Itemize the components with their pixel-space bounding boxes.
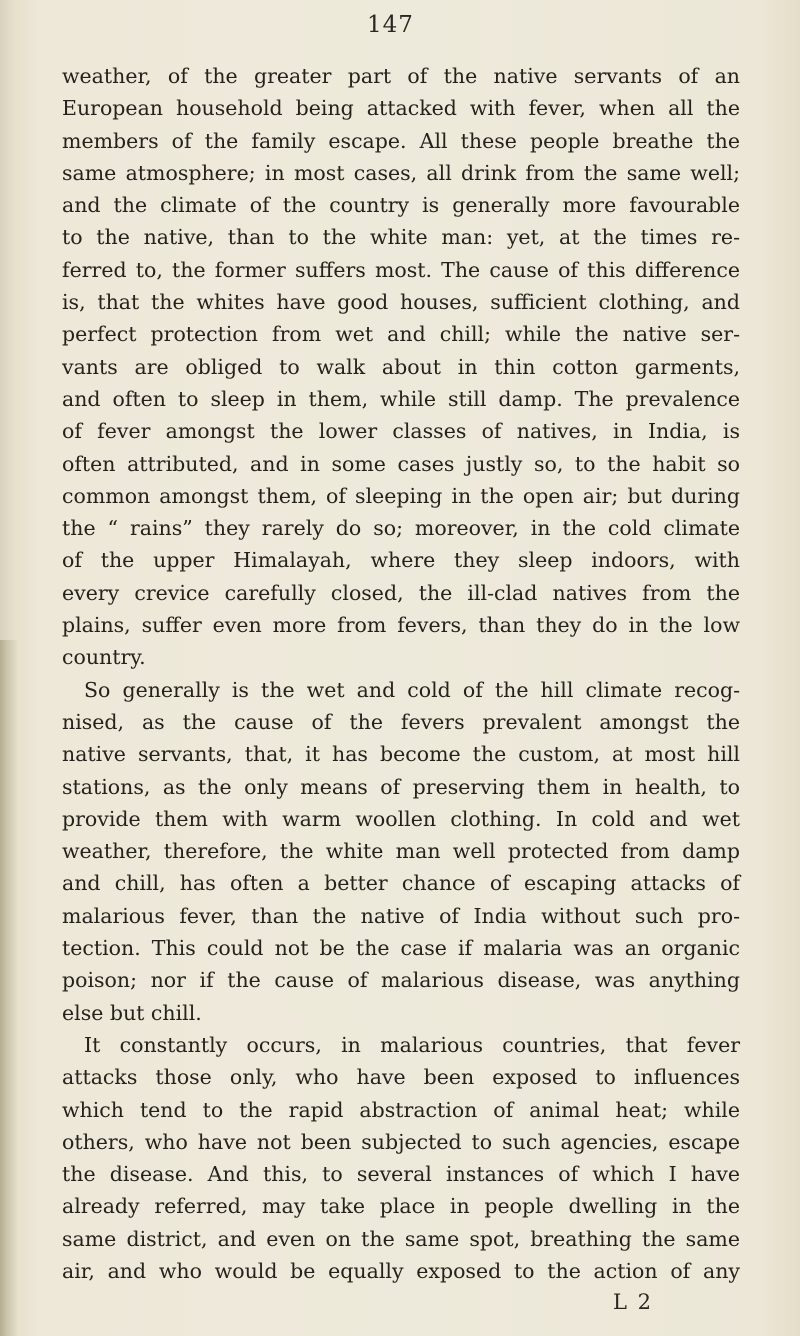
text-line: weather, of the greater part of the native servants of an	[62, 64, 740, 88]
text-line: weather, therefore, the white man well protected from damp	[62, 839, 740, 864]
text-line: tection. This could not be the case if malaria was an organic	[62, 936, 740, 961]
text-line: attacks those only, who have been exposed to influences	[62, 1065, 740, 1090]
text-line: every crevice carefully closed, the ill-clad natives from the	[62, 580, 740, 605]
text-line: plains, suffer even more from fevers, than they do in the low	[62, 613, 740, 638]
text-line: others, who have not been subjected to such agencies, escape	[62, 1129, 740, 1154]
text-line: and the climate of the country is generally more favourable	[62, 193, 740, 218]
text-line: of the upper Himalayah, where they sleep indoors, with	[62, 548, 740, 573]
text-line: air, and who would be equally exposed to the action of any	[62, 1258, 740, 1283]
text-line: ferred to, the former suffers most. The cause of this difference	[62, 257, 740, 282]
text-line: common amongst them, of sleeping in the open air; but during	[62, 483, 740, 508]
text-line: So generally is the wet and cold of the hill climate recog-	[84, 677, 740, 702]
body-text	[62, 60, 740, 1287]
text-line: poison; nor if the cause of malarious disease, was anything	[62, 968, 740, 993]
text-line: of fever amongst the lower classes of natives, in India, is	[62, 419, 740, 444]
text-line: often attributed, and in some cases justly so, to the habit so	[62, 451, 740, 476]
text-line: the “ rains” they rarely do so; moreover, in the cold climate	[62, 516, 740, 541]
text-line: same atmosphere; in most cases, all drink from the same well;	[62, 160, 740, 185]
text-line: is, that the whites have good houses, sufficient clothing, and	[62, 290, 740, 315]
page-number: 147	[367, 12, 414, 38]
text-line: same district, and even on the same spot, breathing the same	[62, 1226, 740, 1251]
text-line: perfect protection from wet and chill; while the native ser-	[62, 322, 740, 347]
text-line: the disease. And this, to several instances of which I have	[62, 1162, 740, 1187]
text-line: malarious fever, than the native of India without such pro-	[62, 903, 740, 928]
text-line: else but chill.	[62, 1000, 202, 1025]
text-line: country.	[62, 645, 146, 670]
text-line: members of the family escape. All these people breathe the	[62, 128, 740, 153]
text-line: to the native, than to the white man: yet, at the times re-	[62, 225, 740, 250]
text-line: stations, as the only means of preserving them in health, to	[62, 774, 740, 799]
text-line: already referred, may take place in people dwelling in the	[62, 1194, 740, 1219]
text-line: European household being attacked with fever, when all the	[62, 96, 740, 121]
binding-shadow	[0, 640, 18, 1336]
text-line: and chill, has often a better chance of escaping attacks of	[62, 871, 740, 896]
text-line: It constantly occurs, in malarious countries, that fever	[84, 1032, 740, 1057]
text-line: provide them with warm woollen clothing. In cold and wet	[62, 806, 740, 831]
text-line: and often to sleep in them, while still damp. The prevalence	[62, 386, 740, 411]
signature-mark: L 2	[613, 1290, 653, 1314]
text-line: native servants, that, it has become the custom, at most hill	[62, 742, 740, 767]
text-line: nised, as the cause of the fevers prevalent amongst the	[62, 709, 740, 734]
text-line: vants are obliged to walk about in thin cotton garments,	[62, 354, 740, 379]
text-line: which tend to the rapid abstraction of animal heat; while	[62, 1097, 740, 1122]
